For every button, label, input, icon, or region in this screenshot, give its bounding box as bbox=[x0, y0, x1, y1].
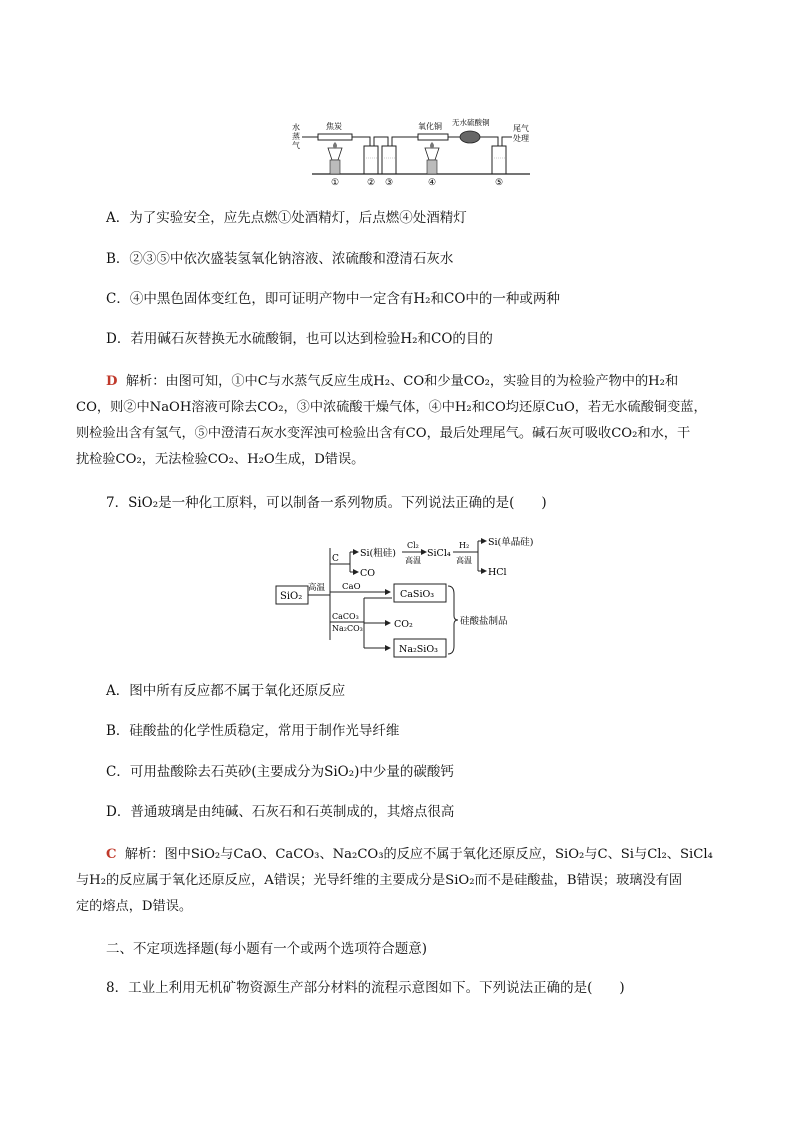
q6-answer: D bbox=[106, 374, 118, 389]
q6-option-c: C．④中黑色固体变红色，即可证明产物中一定含有H₂和CO中的一种或两种 bbox=[106, 291, 560, 307]
q6-analysis-text: 解析：由图可知，①中C与水蒸气反应生成H₂、CO和少量CO₂，实验目的为检验产物中的H₂和 bbox=[125, 374, 679, 389]
label-4: ④ bbox=[428, 178, 437, 188]
apparatus-figure bbox=[290, 118, 535, 190]
q6-option-b: B．②③⑤中依次盛装氢氧化钠溶液、浓硫酸和澄清石灰水 bbox=[106, 251, 454, 267]
q6-analysis-line3: 则检验出含有氢气，⑤中澄清石灰水变浑浊可检验出含有CO，最后处理尾气。碱石灰可吸收CO₂和水，干 bbox=[76, 426, 691, 441]
cao-label: CaO bbox=[342, 582, 361, 592]
sicl4-text: SiCl₄ bbox=[427, 548, 451, 559]
cl2-label: Cl₂ bbox=[407, 541, 419, 550]
label-5: ⑤ bbox=[495, 178, 504, 188]
sio2-text: SiO₂ bbox=[280, 591, 303, 602]
na2co3-label: Na₂CO₃ bbox=[332, 624, 363, 633]
caco3-label: CaCO₃ bbox=[332, 612, 359, 621]
section-heading: 二、不定项选择题(每小题有一个或两个选项符合题意) bbox=[106, 941, 428, 957]
q6-option-a: A．为了实验安全，应先点燃①处酒精灯，后点燃④处酒精灯 bbox=[106, 210, 467, 226]
q7-stem: 7．SiO₂是一种化工原料，可以制备一系列物质。下列说法正确的是( ) bbox=[106, 495, 547, 511]
casio3-text: CaSiO₃ bbox=[400, 589, 435, 600]
cuo-label: 氧化铜 bbox=[418, 122, 442, 131]
water-vapor-label: 水 bbox=[292, 123, 300, 132]
tail-gas-label: 处理 bbox=[513, 134, 529, 143]
high-temp-label-2: 高温 bbox=[405, 556, 421, 565]
q7-analysis-line1 bbox=[106, 846, 713, 864]
q7-option-c: C．可用盐酸除去石英砂(主要成分为SiO₂)中少量的碳酸钙 bbox=[106, 764, 454, 780]
q8-stem: 8．工业上利用无机矿物资源生产部分材料的流程示意图如下。下列说法正确的是( ) bbox=[106, 980, 625, 996]
high-temp-label-3: 高温 bbox=[456, 556, 472, 565]
label-1: ① bbox=[331, 178, 340, 188]
coke-label: 焦炭 bbox=[326, 122, 342, 131]
si-crude-text: Si(粗硅) bbox=[360, 548, 396, 559]
water-vapor-label: 气 bbox=[292, 141, 300, 150]
c-label: C bbox=[332, 554, 339, 564]
q7-option-a: A．图中所有反应都不属于氧化还原反应 bbox=[106, 683, 346, 699]
q7-analysis-text: 解析：图中SiO₂与CaO、CaCO₃、Na₂CO₃的反应不属于氧化还原反应，SiO₂与C、Si与Cl₂、SiCl₄ bbox=[124, 847, 713, 862]
co-text: CO bbox=[360, 568, 376, 579]
si-single-text: Si(单晶硅) bbox=[488, 537, 534, 548]
co2-text: CO₂ bbox=[394, 619, 413, 630]
q7-answer: C bbox=[106, 847, 117, 862]
sio2-flowchart bbox=[270, 530, 550, 660]
label-3: ③ bbox=[385, 178, 394, 188]
q7-option-b: B．硅酸盐的化学性质稳定，常用于制作光导纤维 bbox=[106, 723, 400, 739]
water-vapor-label: 蒸 bbox=[292, 132, 300, 141]
q6-analysis-line4: 扰检验CO₂，无法检验CO₂、H₂O生成，D错误。 bbox=[76, 452, 365, 467]
label-2: ② bbox=[367, 178, 376, 188]
silicate-products-text: 硅酸盐制品 bbox=[460, 616, 508, 627]
q7-analysis-line3: 定的熔点，D错误。 bbox=[76, 899, 193, 914]
q6-analysis-line1 bbox=[106, 373, 678, 391]
cuso4-label: 无水硫酸铜 bbox=[452, 118, 490, 127]
q7-option-d: D．普通玻璃是由纯碱、石灰石和石英制成的，其熔点很高 bbox=[106, 804, 455, 820]
q6-analysis-line2: CO，则②中NaOH溶液可除去CO₂，③中浓硫酸干燥气体，④中H₂和CO均还原CuO，若无水硫酸铜变蓝， bbox=[76, 400, 707, 415]
q7-analysis-line2: 与H₂的反应属于氧化还原反应，A错误；光导纤维的主要成分是SiO₂而不是硅酸盐，B错误；玻璃没有固 bbox=[76, 873, 683, 888]
tail-gas-label: 尾气 bbox=[513, 124, 529, 133]
hcl-text: HCl bbox=[488, 567, 507, 578]
h2-label: H₂ bbox=[459, 541, 470, 550]
q6-option-d: D．若用碱石灰替换无水硫酸铜，也可以达到检验H₂和CO的目的 bbox=[106, 331, 493, 347]
high-temp-label: 高温 bbox=[308, 583, 326, 593]
na2sio3-text: Na₂SiO₃ bbox=[399, 644, 438, 655]
